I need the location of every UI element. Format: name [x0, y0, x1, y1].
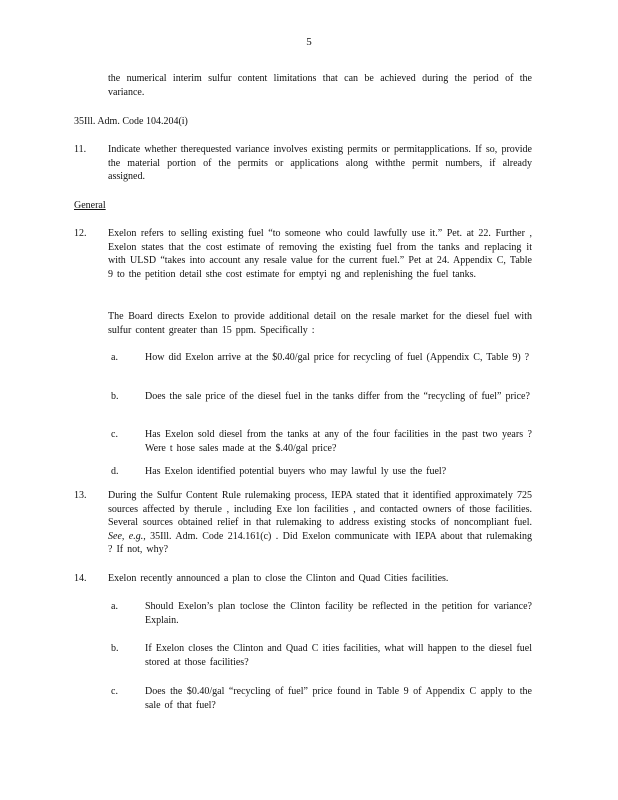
q12-item-c-label: c.: [111, 429, 118, 440]
intro-continuation: the numerical interim sulfur content limitations that can be achieved during the period of the variance.: [108, 73, 532, 98]
q14-item-c-text: Does the $0.40/gal “recycling of fuel” price found in Table 9 of Appendix C apply to the sale of that fuel?: [145, 686, 532, 711]
q14-item-a-label: a.: [111, 601, 118, 612]
question-12-text: Exelon refers to selling existing fuel “to someone who could lawfully use it.” Pet. at 22. Further , Exelon states that the cost estimate of removing the existing fuel from the tanks and replacing it with ULSD “takes into account any resale value for the current fuel.” Pet at 24. Appendix C, Table 9 to the petition detail sthe cost estimate for emptyi ng and replenishing the fuel tanks.: [108, 228, 532, 280]
question-11-text: Indicate whether therequested variance involves existing permits or permitapplications. If so, provide the material portion of the permits or applications along withthe permit numbers, if already assigned.: [108, 144, 532, 183]
page-number: 5: [306, 36, 312, 48]
q12-item-c-text: Has Exelon sold diesel from the tanks at any of the four facilities in the past two years ?Were t hose sales made at the $.40/gal price?: [145, 429, 532, 454]
q12-item-d-text: Has Exelon identified potential buyers who may lawful ly use the fuel?: [145, 466, 447, 477]
q12-item-a-label: a.: [111, 352, 118, 363]
question-12-directive: The Board directs Exelon to provide additional detail on the resale market for the diesel fuel with sulfur content greater than 15 ppm. Specifically :: [108, 311, 532, 336]
q12-item-b-label: b.: [111, 391, 119, 402]
q12-item-b-text: Does the sale price of the diesel fuel in the tanks differ from the “recycling of fuel” price?: [145, 391, 530, 402]
question-14-number: 14.: [74, 573, 87, 584]
question-13-number: 13.: [74, 490, 87, 501]
q13-see-cite: See, e.g.: [108, 530, 144, 542]
section-heading-general: General: [74, 200, 106, 211]
q14-item-a-text: Should Exelon’s plan toclose the Clinton facility be reflected in the petition for variance? Explain.: [145, 601, 532, 626]
question-14-text: Exelon recently announced a plan to close the Clinton and Quad Cities facilities.: [108, 573, 449, 584]
citation: 35Ill. Adm. Code 104.204(i): [74, 116, 188, 127]
q14-item-b-label: b.: [111, 643, 119, 654]
question-13-text: [108, 489, 532, 557]
q14-item-c-label: c.: [111, 686, 118, 697]
question-12-number: 12.: [74, 228, 87, 239]
q12-item-d-label: d.: [111, 466, 119, 477]
q13-text-a: During the Sulfur Content Rule rulemaking process, IEPA stated that it identified approximately 725 sources affected by therule , including Exe lon facilities , and contacted owners of those facilities. Several sources obtained relief in that rulemaking to address existing stocks of noncompliant fuel.: [108, 490, 532, 529]
q14-item-b-text: If Exelon closes the Clinton and Quad C ities facilities, what will happen to the diesel fuel stored at those facilities?: [145, 643, 532, 668]
question-11-number: 11.: [74, 144, 87, 155]
q12-item-a-text: How did Exelon arrive at the $0.40/gal price for recycling of fuel (Appendix C, Table 9) ?: [145, 352, 530, 363]
q13-text-b: , 35Ill. Adm. Code 214.161(c) . Did Exelon communicate with IEPA about that rulemaking ? If not, why?: [108, 530, 532, 556]
